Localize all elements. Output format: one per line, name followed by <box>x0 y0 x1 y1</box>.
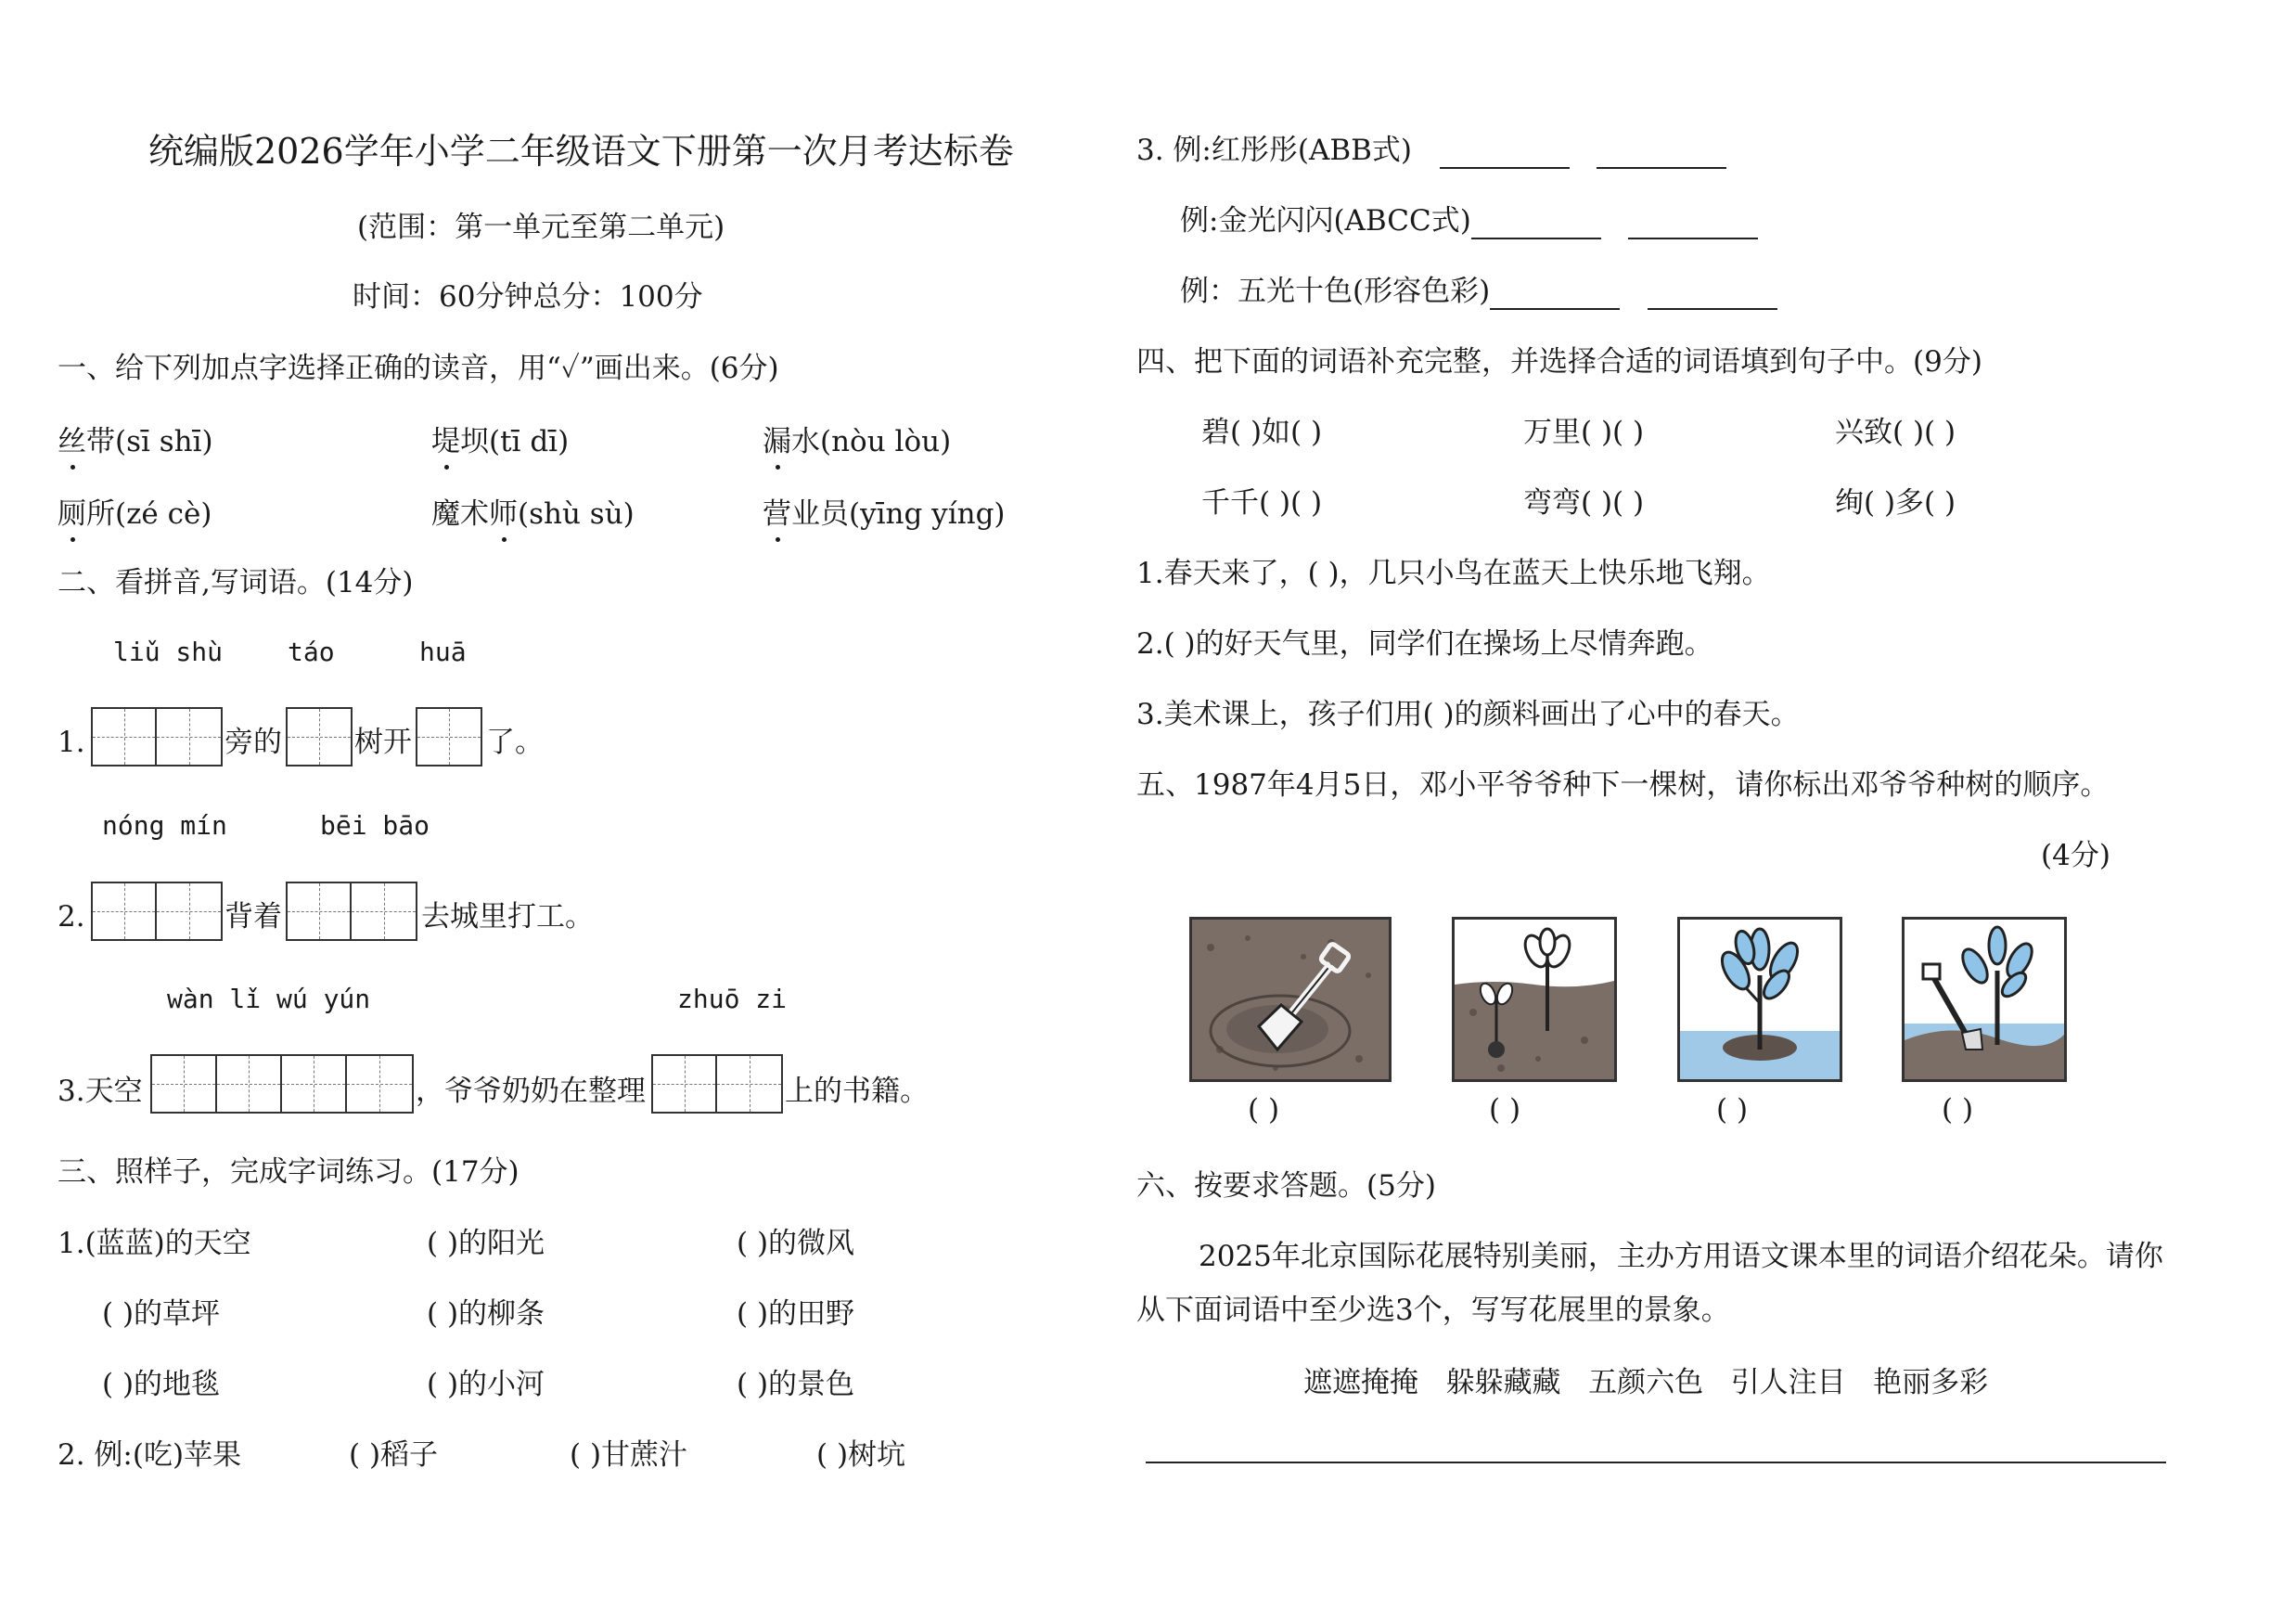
q4-sentence[interactable]: 2.( )的好天气里，同学们在操场上尽情奔跑。 <box>1136 627 1713 661</box>
q3-ex-abb: 3. 例:红彤彤(ABB式) <box>1136 132 1726 169</box>
writing-grid[interactable] <box>91 882 223 941</box>
q1-item: 魔术师(shù sù) <box>431 497 635 531</box>
q3-item[interactable]: ( )树坑 <box>816 1438 906 1472</box>
sentence-text: 3.天空 <box>58 1075 143 1108</box>
q6-word-list: 遮遮掩掩 躲躲藏藏 五颜六色 引人注目 艳丽多彩 <box>1303 1366 1989 1399</box>
sentence-text: 上的书籍。 <box>785 1075 929 1108</box>
q3-item[interactable]: ( )的景色 <box>737 1368 855 1401</box>
q6-paragraph: 2025年北京国际花展特别美丽，主办方用语文课本里的词语介绍花朵。请你 <box>1199 1240 2163 1273</box>
writing-grid[interactable] <box>651 1054 783 1114</box>
scope-text: (范围：第一单元至第二单元) <box>357 211 725 244</box>
q3-heading: 三、照样子，完成字词练习。(17分) <box>58 1155 519 1189</box>
pinyin-label: bēi bāo <box>320 810 430 841</box>
q2-heading: 二、看拼音,写词语。(14分) <box>58 566 414 599</box>
q1-item: 堤坝(tī dī) <box>431 425 570 458</box>
seedlings-picture <box>1452 917 1617 1082</box>
q3-item[interactable]: ( )稻子 <box>349 1438 439 1472</box>
idiom-blank[interactable]: 千千( )( ) <box>1201 486 1323 520</box>
q3-ex-color: 例：五光十色(形容色彩) <box>1180 273 1777 310</box>
q6-paragraph: 从下面词语中至少选3个，写写花展里的景象。 <box>1136 1294 1730 1327</box>
q3-ex-abcc: 例:金光闪闪(ABCC式) <box>1180 202 1758 239</box>
sentence-text: ，爷爷奶奶在整理 <box>416 1075 646 1108</box>
idiom-blank[interactable]: 碧( )如( ) <box>1201 416 1323 449</box>
pinyin-label: nóng mín <box>102 810 227 841</box>
idiom-blank[interactable]: 兴致( )( ) <box>1835 416 1956 449</box>
shovel-digging-picture <box>1189 917 1392 1082</box>
idiom-blank[interactable]: 弯弯( )( ) <box>1523 486 1645 520</box>
pinyin-label: liǔ shù <box>113 637 224 667</box>
q3-item[interactable]: ( )甘蔗汁 <box>570 1438 688 1472</box>
q5-heading: 五、1987年4月5日，邓小平爷爷种下一棵树，请你标出邓爷爷种树的顺序。 <box>1136 768 2110 802</box>
q1-item: 丝带(sī shī) <box>58 425 213 458</box>
q3-item: 2. 例:(吃)苹果 <box>58 1438 242 1472</box>
q3-item[interactable]: ( )的地毯 <box>102 1368 221 1401</box>
q1-item: 营业员(yīng yíng) <box>763 497 1006 531</box>
page-title: 统编版2026学年小学二年级语文下册第一次月考达标卷 <box>148 131 1014 172</box>
q4-sentence[interactable]: 3.美术课上，孩子们用( )的颜料画出了心中的春天。 <box>1136 698 1800 731</box>
q1-item: 厕所(zé cè) <box>58 497 212 531</box>
order-bracket[interactable]: ( ) <box>1942 1093 1974 1127</box>
writing-grid[interactable] <box>286 707 353 766</box>
pinyin-label: táo <box>288 637 335 667</box>
writing-grid[interactable] <box>91 707 223 766</box>
sentence-text: 背着 <box>224 900 282 934</box>
q4-heading: 四、把下面的词语补充完整，并选择合适的词语填到句子中。(9分) <box>1136 345 1982 379</box>
pinyin-label: zhuō zi <box>677 984 788 1014</box>
q5-score: (4分) <box>2041 839 2110 872</box>
writing-grid[interactable] <box>150 1054 414 1114</box>
sentence-text: 了。 <box>486 726 544 759</box>
q3-item[interactable]: ( )的田野 <box>737 1297 855 1331</box>
pinyin-label: wàn lǐ wú yún <box>167 984 371 1014</box>
q1-heading: 一、给下列加点字选择正确的读音，用“✓”画出来。(6分) <box>58 352 779 385</box>
sentence-text: 旁的 <box>224 726 282 759</box>
sentence-text: 去城里打工。 <box>421 900 594 934</box>
q1-item: 漏水(nòu lòu) <box>763 425 952 458</box>
q3-item[interactable]: ( )的阳光 <box>427 1227 545 1260</box>
q3-item[interactable]: ( )的草坪 <box>102 1297 221 1331</box>
order-bracket[interactable]: ( ) <box>1716 1093 1749 1127</box>
tree-with-shovel-picture <box>1902 917 2067 1082</box>
pinyin-label: huā <box>419 637 467 667</box>
time-text: 时间：60分钟总分：100分 <box>353 280 703 314</box>
q6-heading: 六、按要求答题。(5分) <box>1136 1169 1436 1203</box>
q4-sentence[interactable]: 1.春天来了，( )，几只小鸟在蓝天上快乐地飞翔。 <box>1136 557 1771 590</box>
q3-item[interactable]: ( )的微风 <box>737 1227 855 1260</box>
writing-grid[interactable] <box>416 707 482 766</box>
sentence-text: 树开 <box>354 726 412 759</box>
item-number: 2. <box>58 900 85 934</box>
order-bracket[interactable]: ( ) <box>1248 1093 1280 1127</box>
watered-tree-picture <box>1677 917 1842 1082</box>
item-number: 1. <box>58 726 85 759</box>
idiom-blank[interactable]: 绚( )多( ) <box>1835 486 1956 520</box>
q3-item: 1.(蓝蓝)的天空 <box>58 1227 251 1260</box>
order-bracket[interactable]: ( ) <box>1489 1093 1521 1127</box>
q3-item[interactable]: ( )的柳条 <box>427 1297 545 1331</box>
writing-grid[interactable] <box>286 882 417 941</box>
answer-line[interactable] <box>1146 1462 2166 1463</box>
q3-item[interactable]: ( )的小河 <box>427 1368 545 1401</box>
idiom-blank[interactable]: 万里( )( ) <box>1523 416 1645 449</box>
